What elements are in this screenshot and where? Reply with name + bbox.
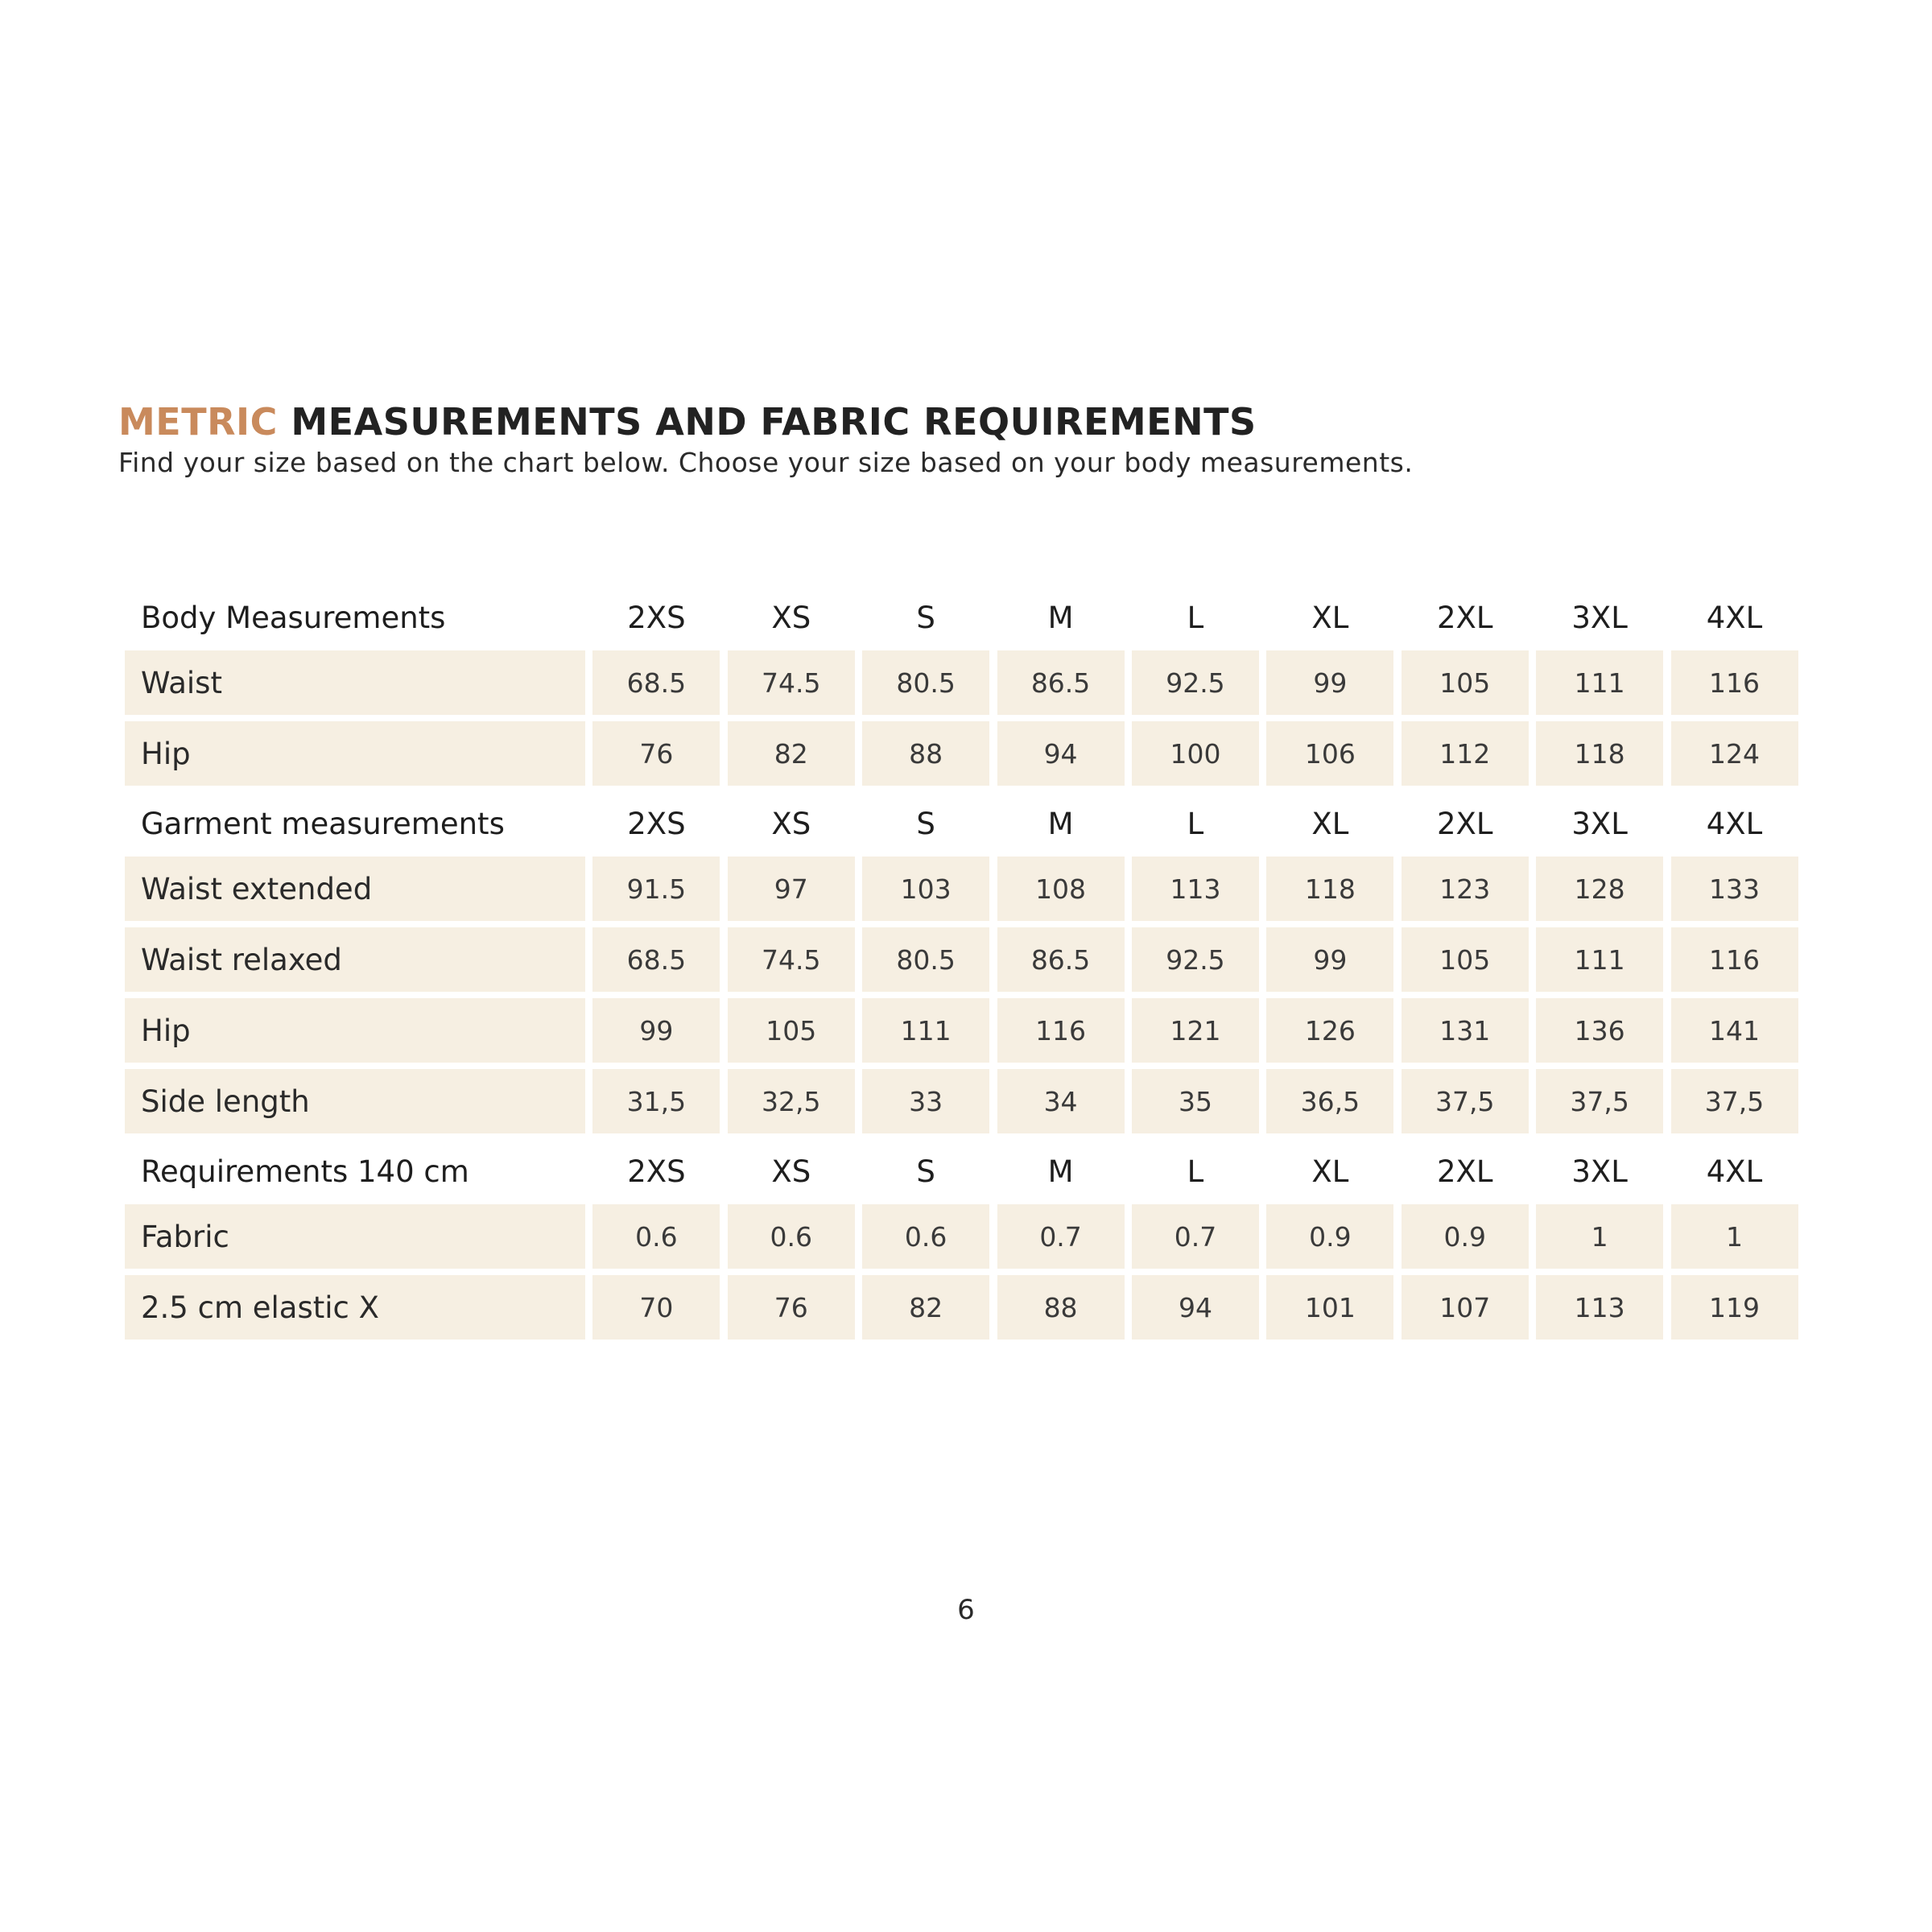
value-cell: 1 [1536,1204,1663,1269]
value-cell: 86.5 [997,650,1125,715]
value-cell: 37,5 [1671,1069,1798,1133]
table-row [125,650,1803,715]
value-cell: 118 [1266,857,1393,921]
size-header-cell: 2XL [1436,1154,1493,1189]
value-cell: 82 [862,1275,989,1340]
size-header-cell: L [1187,600,1204,635]
size-header-cell: XL [1311,600,1349,635]
value-cell: 86.5 [997,927,1125,992]
table-section [125,586,1803,786]
value-cell: 0.6 [728,1204,855,1269]
value-cell: 126 [1266,998,1393,1063]
value-cell: 99 [1266,927,1393,992]
value-cell: 107 [1402,1275,1529,1340]
value-cell: 94 [1132,1275,1259,1340]
row-label: Hip [125,721,585,786]
table-section [125,792,1803,1133]
page-subtitle: Find your size based on the chart below. Choose your size based on your body measurements. [118,447,1414,478]
size-header-cell: 3XL [1571,806,1628,841]
value-cell: 0.7 [997,1204,1125,1269]
value-cell: 32,5 [728,1069,855,1133]
title-accent: METRIC [118,400,278,444]
value-cell: 0.7 [1132,1204,1259,1269]
value-cell: 37,5 [1536,1069,1663,1133]
value-cell: 88 [862,721,989,786]
value-cell: 0.9 [1402,1204,1529,1269]
size-chart-table [125,586,1803,1346]
size-header-cell: S [916,806,935,841]
value-cell: 70 [592,1275,720,1340]
value-cell: 36,5 [1266,1069,1393,1133]
value-cell: 97 [728,857,855,921]
row-label: Waist [125,650,585,715]
page-header [118,399,1809,480]
value-cell: 121 [1132,998,1259,1063]
value-cell: 116 [1671,927,1798,992]
value-cell: 101 [1266,1275,1393,1340]
row-label: Waist extended [125,857,585,921]
size-header-cell: 2XS [627,1154,686,1189]
size-header-cell: 4XL [1706,806,1763,841]
size-header-cell: 2XS [627,806,686,841]
value-cell: 111 [1536,927,1663,992]
size-header-cell: 2XL [1436,600,1493,635]
value-cell: 128 [1536,857,1663,921]
size-header-cell: XS [771,600,811,635]
size-header-cell: 4XL [1706,600,1763,635]
row-label: Waist relaxed [125,927,585,992]
value-cell: 82 [728,721,855,786]
size-header-cell: M [1047,806,1074,841]
row-label: 2.5 cm elastic X [125,1275,585,1340]
table-section [125,1140,1803,1340]
section-header-row [125,1140,1803,1203]
value-cell: 0.6 [592,1204,720,1269]
size-header-cell: XL [1311,1154,1349,1189]
value-cell: 124 [1671,721,1798,786]
value-cell: 0.9 [1266,1204,1393,1269]
value-cell: 92.5 [1132,650,1259,715]
size-header-cell: S [916,1154,935,1189]
size-header-cell: L [1187,806,1204,841]
size-header-cell: 3XL [1571,1154,1628,1189]
row-label: Fabric [125,1204,585,1269]
value-cell: 99 [592,998,720,1063]
section-title: Body Measurements [141,600,446,635]
value-cell: 35 [1132,1069,1259,1133]
value-cell: 74.5 [728,650,855,715]
value-cell: 105 [1402,927,1529,992]
page-number: 6 [957,1594,975,1626]
value-cell: 100 [1132,721,1259,786]
value-cell: 106 [1266,721,1393,786]
size-header-cell: XS [771,806,811,841]
value-cell: 133 [1671,857,1798,921]
table-row [125,1204,1803,1269]
value-cell: 92.5 [1132,927,1259,992]
size-header-cell: S [916,600,935,635]
value-cell: 111 [1536,650,1663,715]
value-cell: 105 [728,998,855,1063]
value-cell: 91.5 [592,857,720,921]
value-cell: 99 [1266,650,1393,715]
value-cell: 0.6 [862,1204,989,1269]
size-header-cell: M [1047,600,1074,635]
value-cell: 113 [1132,857,1259,921]
value-cell: 33 [862,1069,989,1133]
value-cell: 105 [1402,650,1529,715]
value-cell: 112 [1402,721,1529,786]
size-header-cell: 3XL [1571,600,1628,635]
size-header-cell: 2XS [627,600,686,635]
value-cell: 80.5 [862,927,989,992]
section-title: Requirements 140 cm [141,1154,469,1189]
table-row [125,927,1803,992]
value-cell: 94 [997,721,1125,786]
value-cell: 141 [1671,998,1798,1063]
value-cell: 74.5 [728,927,855,992]
value-cell: 116 [1671,650,1798,715]
value-cell: 118 [1536,721,1663,786]
size-header-cell: 4XL [1706,1154,1763,1189]
size-header-cell: M [1047,1154,1074,1189]
size-header-cell: 2XL [1436,806,1493,841]
table-row [125,1275,1803,1340]
row-label: Side length [125,1069,585,1133]
value-cell: 136 [1536,998,1663,1063]
value-cell: 116 [997,998,1125,1063]
title-rest: MEASUREMENTS AND FABRIC REQUIREMENTS [291,400,1257,444]
value-cell: 123 [1402,857,1529,921]
section-header-row [125,792,1803,855]
value-cell: 37,5 [1402,1069,1529,1133]
size-header-cell: XS [771,1154,811,1189]
size-header-cell: L [1187,1154,1204,1189]
table-row [125,1069,1803,1133]
row-label: Hip [125,998,585,1063]
value-cell: 108 [997,857,1125,921]
table-row [125,857,1803,921]
section-title: Garment measurements [141,806,505,841]
page-title [118,399,1809,444]
table-row [125,998,1803,1063]
value-cell: 76 [728,1275,855,1340]
value-cell: 119 [1671,1275,1798,1340]
value-cell: 68.5 [592,650,720,715]
value-cell: 131 [1402,998,1529,1063]
value-cell: 34 [997,1069,1125,1133]
value-cell: 103 [862,857,989,921]
value-cell: 80.5 [862,650,989,715]
value-cell: 68.5 [592,927,720,992]
value-cell: 76 [592,721,720,786]
value-cell: 113 [1536,1275,1663,1340]
value-cell: 111 [862,998,989,1063]
value-cell: 31,5 [592,1069,720,1133]
value-cell: 88 [997,1275,1125,1340]
size-header-cell: XL [1311,806,1349,841]
section-header-row [125,586,1803,649]
value-cell: 1 [1671,1204,1798,1269]
table-row [125,721,1803,786]
